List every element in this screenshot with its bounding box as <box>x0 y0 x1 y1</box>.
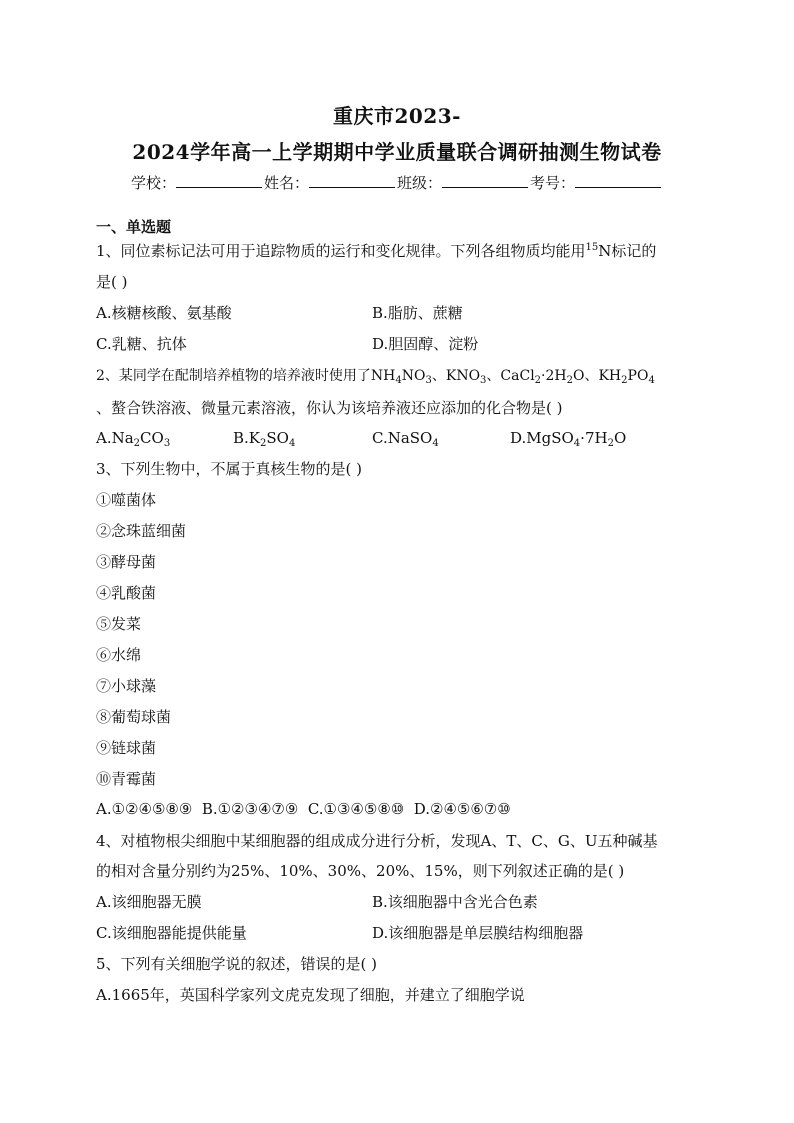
name-blank[interactable] <box>309 174 395 188</box>
name-label: 姓名： <box>263 174 309 192</box>
q3-item: ①噬菌体 <box>96 491 157 509</box>
q3-item: ③酵母菌 <box>96 553 157 571</box>
q3-item: ⑤发菜 <box>96 615 142 633</box>
q1-stem-line1: 1、同位素标记法可用于追踪物质的运行和变化规律。下列各组物质均能用$^{15}$N标记的 <box>96 242 657 260</box>
q2-stem-line2: 、螯合铁溶液、微量元素溶液，你认为该培养液还应添加的化合物是( ) <box>96 399 563 417</box>
q1-option-b[interactable]: B.脂肪、蔗糖 <box>372 304 463 322</box>
q1-stem-line2: 是( ) <box>96 273 128 291</box>
q2-option-d[interactable]: $D.MgSO_4\cdot 7H_2O$ <box>510 429 627 449</box>
q3-item: ⑨链球菌 <box>96 739 157 757</box>
q2-stem-line1: 2、某同学在配制培养植物的培养液时使用了$NH_4NO_3$、$KNO_3$、$CaCl_2\cdot 2H_2O$、$KH_2PO_4$ <box>96 368 655 386</box>
q5-stem: 5、下列有关细胞学说的叙述，错误的是( ) <box>96 955 378 973</box>
q1-option-c[interactable]: C.乳糖、抗体 <box>96 335 187 353</box>
class-blank[interactable] <box>442 174 528 188</box>
q2-option-c[interactable]: C.NaSO$_4$ <box>372 429 439 449</box>
q3-options[interactable]: A.①②④⑤⑧⑨ B.①②③④⑦⑨ C.①③④⑤⑧⑩ D.②④⑤⑥⑦⑩ <box>96 800 511 818</box>
q4-option-b[interactable]: B.该细胞器中含光合色素 <box>372 893 538 911</box>
exam-title-line1: 重庆市2023- <box>333 104 461 128</box>
q3-item: ⑥水绵 <box>96 646 142 664</box>
q4-stem-line2: 的相对含量分别约为25%、10%、30%、20%、15%，则下列叙述正确的是( ) <box>96 862 625 880</box>
q2-option-a[interactable]: $A.Na_2CO_3$ <box>96 429 171 449</box>
q4-option-d[interactable]: D.该细胞器是单层膜结构细胞器 <box>372 924 584 942</box>
exam-title-line2: 2024学年高一上学期期中学业质量联合调研抽测生物试卷 <box>132 140 662 164</box>
q4-option-c[interactable]: C.该细胞器能提供能量 <box>96 924 247 942</box>
q3-item: ⑩青霉菌 <box>96 770 157 788</box>
class-label: 班级： <box>397 174 443 192</box>
q3-stem: 3、下列生物中，不属于真核生物的是( ) <box>96 460 363 478</box>
q3-item: ②念珠蓝细菌 <box>96 522 187 540</box>
student-info-row <box>0 172 794 193</box>
exam-no-label: 考号： <box>530 174 576 192</box>
q5-option-a[interactable]: A.1665年，英国科学家列文虎克发现了细胞，并建立了细胞学说 <box>96 986 525 1004</box>
school-blank[interactable] <box>176 174 262 188</box>
q1-option-d[interactable]: D.胆固醇、淀粉 <box>372 335 479 353</box>
q2-option-b[interactable]: $B.K_2SO_4$ <box>233 429 296 449</box>
q3-item: ⑧葡萄球菌 <box>96 708 172 726</box>
q3-item: ④乳酸菌 <box>96 584 157 602</box>
school-label: 学校： <box>130 174 176 192</box>
q4-option-a[interactable]: A.该细胞器无膜 <box>96 893 202 911</box>
q1-option-a[interactable]: A.核糖核酸、氨基酸 <box>96 304 232 322</box>
section-heading: 一、单选题 <box>96 218 172 236</box>
q3-item: ⑦小球藻 <box>96 677 157 695</box>
q4-stem-line1: 4、对植物根尖细胞中某细胞器的组成成分进行分析，发现A、T、C、G、U五种碱基 <box>96 832 658 850</box>
exam-no-blank[interactable] <box>575 174 661 188</box>
